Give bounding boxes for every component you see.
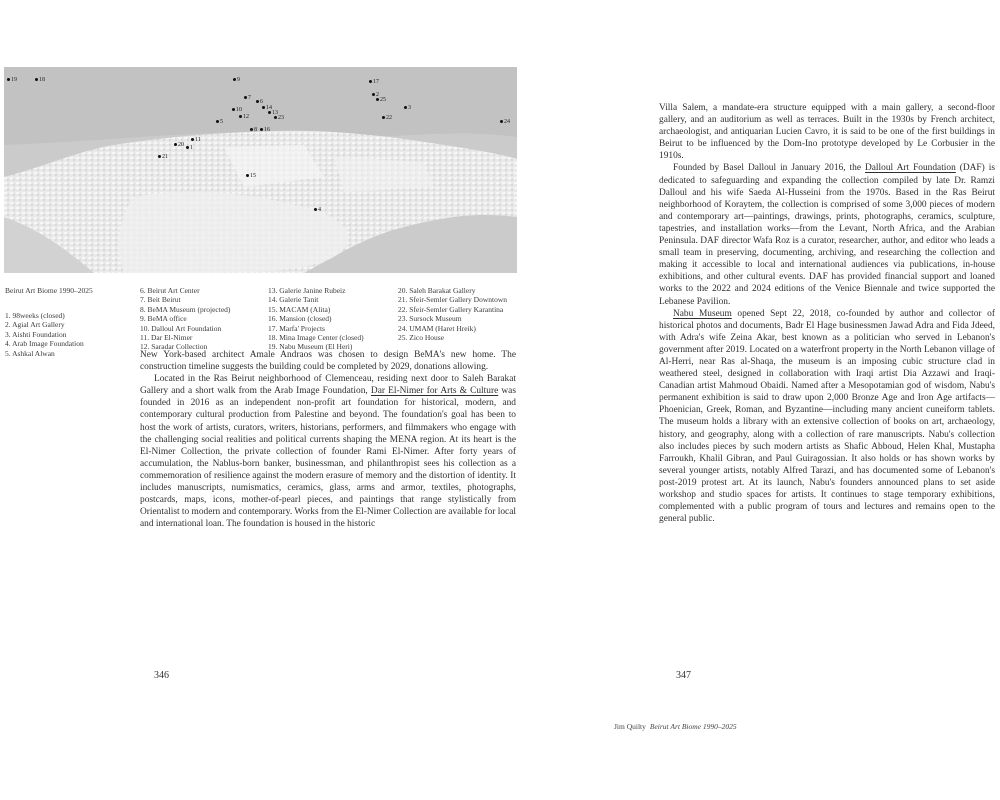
right-page-body xyxy=(659,102,995,525)
legend-item: 22. Sfeir-Semler Gallery Karantina xyxy=(398,304,504,314)
map-marker[interactable]: 17 xyxy=(369,79,379,85)
legend-item: 12. Saradar Collection xyxy=(140,342,208,352)
legend-item: 16. Mansion (closed) xyxy=(268,314,332,324)
legend-item: 3. Aishti Foundation xyxy=(5,329,67,339)
map-marker[interactable]: 22 xyxy=(382,115,392,121)
map-marker[interactable]: 15 xyxy=(246,173,256,179)
map-marker[interactable]: 10 xyxy=(232,107,242,113)
page-number-right: 347 xyxy=(676,670,691,681)
dalloul-art-foundation-link[interactable]: Dalloul Art Foundation xyxy=(865,163,956,174)
legend-item: 18. Mina Image Center (closed) xyxy=(268,333,364,343)
paragraph: Located in the Ras Beirut neighborhood of Clemenceau, residing next door to Saleh Barakat Gallery and a short walk from the Arab Image Foundation, Dar El-Nimer for Arts & Culture was founded in 2016 as an independent non-profit art foundation for historical, modern, and contemporary cultural production from Palestine and beyond. The foundation's goal has been to host the work of artists, curators, writers, historians, performers, and filmmakers who engage with the challenging social realities and political currents shaping the MENA region. At its heart is the El-Nimer Collection, the private collection of founder Rami El-Nimer. After forty years of accumulation, the Nablus-born banker, businessman, and philanthropist sees his collection as a commemoration of resilience against the modern erasure of memory and the distortion of identity. It includes manuscripts, numismatics, ceramics, glass, arms and armor, textiles, photographs, postcards, maps, icons, mother-of-pearl pieces, and paintings that range stylistically from Orientalist to modern and contemporary. Works from the El-Nimer Collection are available for local and international loan. The foundation is housed in the historic xyxy=(140,374,516,530)
legend-item: 19. Nabu Museum (El Heri) xyxy=(268,342,353,352)
map-marker[interactable]: 9 xyxy=(233,77,240,83)
dar-el-nimer-link[interactable]: Dar El-Nimer for Arts & Culture xyxy=(370,386,499,397)
legend-item: 4. Arab Image Foundation xyxy=(5,339,84,349)
legend-item: 23. Sursock Museum xyxy=(398,314,462,324)
map-marker[interactable]: 3 xyxy=(404,105,411,111)
map-marker[interactable]: 8 xyxy=(250,127,257,133)
map-marker[interactable]: 12 xyxy=(239,114,249,120)
map-marker[interactable]: 1 xyxy=(186,145,193,151)
map-marker[interactable]: 25 xyxy=(376,97,386,103)
map-marker[interactable]: 24 xyxy=(500,119,510,125)
legend-item: 10. Dalloul Art Foundation xyxy=(140,323,222,333)
map-caption-title: Beirut Art Biome 1990–2025 xyxy=(5,286,93,295)
map-marker[interactable]: 2 xyxy=(372,92,379,98)
beirut-aerial-map xyxy=(4,67,517,273)
paragraph: Founded by Basel Dalloul in January 2016, the Dalloul Art Foundation (DAF) is dedicated to safeguarding and expanding the collection compiled by late Dr. Ramzi Dalloul and his wife Saeda Al-Husseini from the 1970s. Based in the Ras Beirut neighborhood of Koraytem, the collection is comprised of some 3,000 pieces of modern and contemporary art—paintings, drawings, prints, photographs, ceramics, sculpture, tapestries, and installation works—from the Levant, North Africa, and the Arabian Peninsula. DAF director Wafa Roz is a curator, researcher, author, and editor who leads a small team in preserving, documenting, archiving, and researching the collection and making it accessible to local and international audiences via publications, in-house exhibitions, and other cultural events. DAF has provided financial support and loaned works to the 2022 and 2024 editions of the Venice Biennale and twice supported the Lebanese Pavilion. xyxy=(659,163,995,307)
legend-item: 2. Agial Art Gallery xyxy=(5,320,65,330)
map-marker[interactable]: 14 xyxy=(262,105,272,111)
map-marker[interactable]: 23 xyxy=(274,115,284,121)
left-page-body xyxy=(140,349,516,530)
paragraph: Villa Salem, a mandate-era structure equipped with a main gallery, a second-floor gallery, and an auditorium as well as terraces. Built in the 1930s by French architect, archaeologist, and antiquarian Lucien Cavro, it is said to be one of the first buildings in Beirut to be influenced by the Dom-Ino prototype developed by Le Corbusier in the 1910s. xyxy=(659,103,995,162)
legend-item: 5. Ashkal Alwan xyxy=(5,348,55,358)
map-marker[interactable]: 19 xyxy=(7,77,17,83)
legend-item: 13. Galerie Janine Rubeiz xyxy=(268,286,346,295)
map-marker[interactable]: 4 xyxy=(314,207,321,213)
legend-item: 1. 98weeks (closed) xyxy=(5,311,65,320)
map-marker[interactable]: 7 xyxy=(244,95,251,101)
paragraph: Nabu Museum opened Sept 22, 2018, co-founded by author and collector of historical photos and documents, Badr El Hage businessmen Jawad Adra and Fida Jdeed, with Adra's wife Zeina Akar, best known as a politician who served in Lebanon's government after 2019. Located on a waterfront property in the North Lebanon village of Al-Herri, near Ras al-Shaqa, the museum is an imposing cubic structure clad in weathered steel, designed in collaboration with Iraqi artist Dia Azzawi and Iraqi-Canadian artist Mahmoud Obaidi. Named after a Mesopotamian god of wisdom, Nabu's permanent exhibition is said to draw upon 2,000 Bronze Age and Iron Age artifacts—Phoenician, Greek, Roman, and Byzantine—including many ancient cuneiform tablets. The museum holds a library with an extensive collection of books on art, archaeology, history, and geography, along with a collection of rare manuscripts. Nabu's collection also includes pieces by such modern artists as Shafic Abboud, Helen Khal, Mustapha Farroukh, Khalil Gibran, and Paul Guiragossian. It also holds or has shown works by several younger artists, notably Alfred Tarazi, and has documented some of Lebanon's post-2019 protest art. At its launch, Nabu's founders announced plans to set aside workshop and studio spaces for artists. It continues to stage temporary exhibitions, complemented with a public program of tours and lectures and remains open to the general public. xyxy=(659,308,995,525)
legend-item: 11. Dar El-Nimer xyxy=(140,333,193,343)
legend-item: 7. Beit Beirut xyxy=(140,295,181,305)
map-marker[interactable]: 16 xyxy=(260,127,270,133)
city-aerial-illustration xyxy=(4,67,517,273)
legend-item: 20. Saleh Barakat Gallery xyxy=(398,286,476,295)
legend-item: 21. Sfeir-Semler Gallery Downtown xyxy=(398,295,507,305)
legend-item: 14. Galerie Tanit xyxy=(268,295,319,305)
author-name: Jim Quilty xyxy=(614,722,646,731)
book-title: Beirut Art Biome 1990–2025 xyxy=(649,722,737,731)
legend-item: 9. BeMA office xyxy=(140,314,187,324)
nabu-museum-link[interactable]: Nabu Museum xyxy=(673,308,732,319)
map-marker[interactable]: 5 xyxy=(216,119,223,125)
legend-column xyxy=(268,286,364,352)
legend-item: 25. Zico House xyxy=(398,333,445,343)
legend-column xyxy=(5,311,84,358)
map-marker[interactable]: 21 xyxy=(158,154,168,160)
legend-item: 8. BeMA Museum (projected) xyxy=(140,304,231,314)
map-marker[interactable]: 18 xyxy=(35,77,45,83)
paragraph: New York-based architect Amale Andraos was chosen to design BeMA's new home. The construction timeline suggests the building could be completed by 2029, donations allowing. xyxy=(140,350,516,373)
map-marker[interactable]: 11 xyxy=(191,137,201,143)
legend-item: 6. Beirut Art Center xyxy=(140,286,200,295)
legend-column xyxy=(140,286,230,352)
legend-item: 24. UMAM (Haret Hreik) xyxy=(398,323,476,333)
page-number-left: 346 xyxy=(154,670,169,681)
running-footer xyxy=(614,722,737,731)
legend-item: 15. MACAM (Alita) xyxy=(268,304,331,314)
map-marker[interactable]: 6 xyxy=(256,99,263,105)
map-marker[interactable]: 20 xyxy=(174,142,184,148)
legend-item: 17. Marfa' Projects xyxy=(268,323,325,333)
legend-column xyxy=(398,286,507,342)
map-marker[interactable]: 13 xyxy=(268,110,278,116)
